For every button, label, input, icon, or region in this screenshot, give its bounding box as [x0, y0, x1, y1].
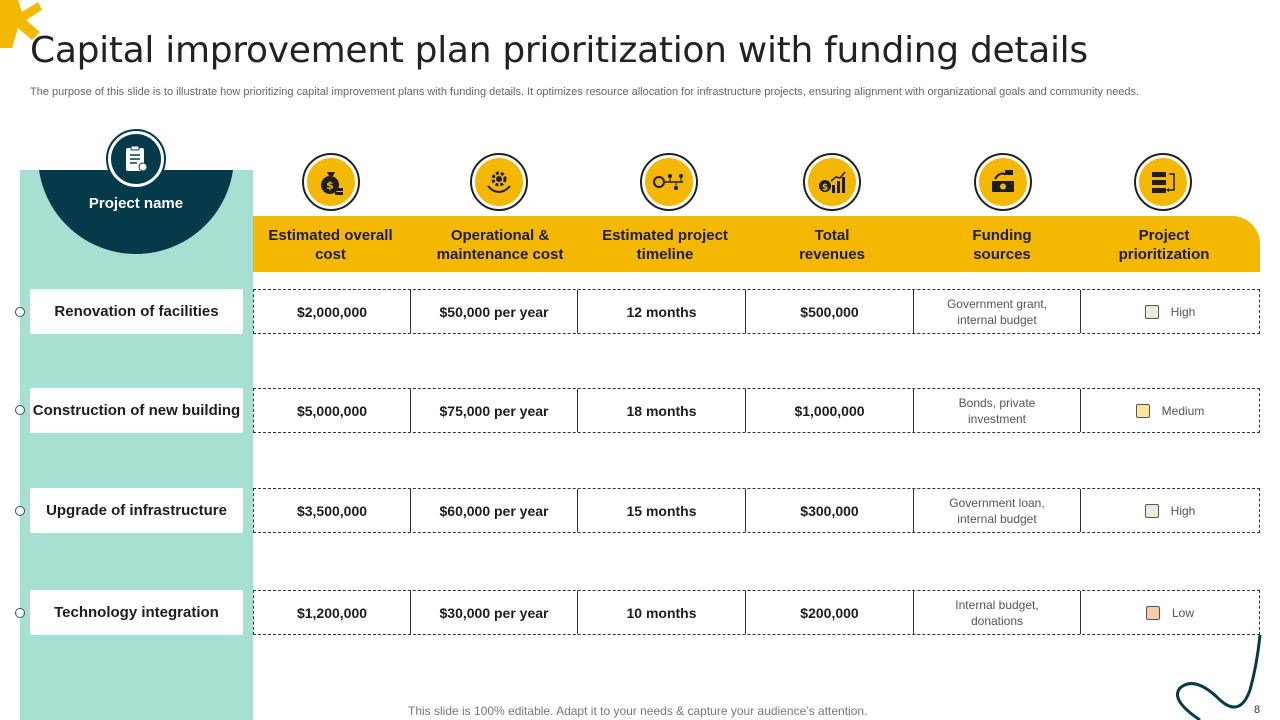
page-number: 8 [1254, 704, 1261, 716]
revenue-cell: $200,000 [746, 591, 914, 634]
timeline-cell: 15 months [578, 489, 746, 532]
row-label: Renovation of facilities [30, 289, 243, 334]
priority-cell [1081, 591, 1259, 634]
project-name-header: Project name [88, 195, 184, 212]
priority-cell [1081, 290, 1259, 333]
row-label: Upgrade of infrastructure [30, 488, 243, 533]
maintenance-cell: $30,000 per year [411, 591, 578, 634]
footer-note: This slide is 100% editable. Adapt it to your needs & capture your audience’s attention. [408, 704, 868, 718]
column-header-funding-sources: Funding sources [972, 227, 1032, 263]
timeline-cell: 18 months [578, 389, 746, 432]
timeline-cell: 10 months [578, 591, 746, 634]
timeline-icon [640, 153, 698, 211]
funding-cell: Government grant, internal budget [914, 290, 1081, 333]
revenue-chart-icon [803, 153, 861, 211]
row-label: Technology integration [30, 590, 243, 635]
funding-cell: Government loan, internal budget [914, 489, 1081, 532]
priority-swatch [1145, 504, 1159, 518]
row-marker-dot [15, 307, 25, 317]
row-label: Construction of new building [30, 388, 243, 433]
cost-cell: $3,500,000 [254, 489, 411, 532]
slide-title: Capital improvement plan prioritization with funding details [30, 30, 1088, 71]
maintenance-cell: $75,000 per year [411, 389, 578, 432]
priority-swatch [1146, 606, 1160, 620]
column-header-revenues: Total revenues [799, 227, 865, 263]
table-row [253, 488, 1260, 533]
priority-cell [1081, 389, 1259, 432]
table-row [253, 590, 1260, 635]
cash-hand-icon [974, 153, 1032, 211]
row-marker-dot [15, 506, 25, 516]
column-header-maintenance-cost: Operational & maintenance cost [436, 227, 564, 263]
timeline-cell: 12 months [578, 290, 746, 333]
priority-swatch [1136, 404, 1150, 418]
gear-hands-icon [470, 153, 528, 211]
priority-list-icon [1134, 153, 1192, 211]
column-header-timeline: Estimated project timeline [602, 227, 728, 263]
priority-swatch [1145, 305, 1159, 319]
clipboard-icon [111, 134, 161, 184]
revenue-cell: $500,000 [746, 290, 914, 333]
priority-label: Medium [1161, 403, 1205, 418]
cost-cell: $5,000,000 [254, 389, 411, 432]
cost-cell: $1,200,000 [254, 591, 411, 634]
money-bag-icon [302, 153, 360, 211]
table-row [253, 289, 1260, 334]
slide-subtitle: The purpose of this slide is to illustrate how prioritizing capital improvement plans with funding details. It optimizes resource allocation for infrastructure projects, ensuring alignment with organizational goals and community needs. [30, 86, 1140, 98]
svg-text:$: $ [821, 183, 829, 193]
maintenance-cell: $60,000 per year [411, 489, 578, 532]
cost-cell: $2,000,000 [254, 290, 411, 333]
revenue-cell: $300,000 [746, 489, 914, 532]
funding-cell: Internal budget, donations [914, 591, 1081, 634]
column-header-estimated-cost: Estimated overall cost [268, 227, 393, 263]
svg-text:$: $ [326, 179, 334, 192]
priority-label: Low [1171, 605, 1194, 620]
table-row [253, 388, 1260, 433]
priority-cell [1081, 489, 1259, 532]
maintenance-cell: $50,000 per year [411, 290, 578, 333]
priority-label: High [1170, 304, 1196, 319]
revenue-cell: $1,000,000 [746, 389, 914, 432]
funding-cell: Bonds, private investment [914, 389, 1081, 432]
row-marker-dot [15, 405, 25, 415]
row-marker-dot [15, 608, 25, 618]
column-header-prioritization: Project prioritization [1118, 227, 1210, 263]
priority-label: High [1170, 503, 1196, 518]
